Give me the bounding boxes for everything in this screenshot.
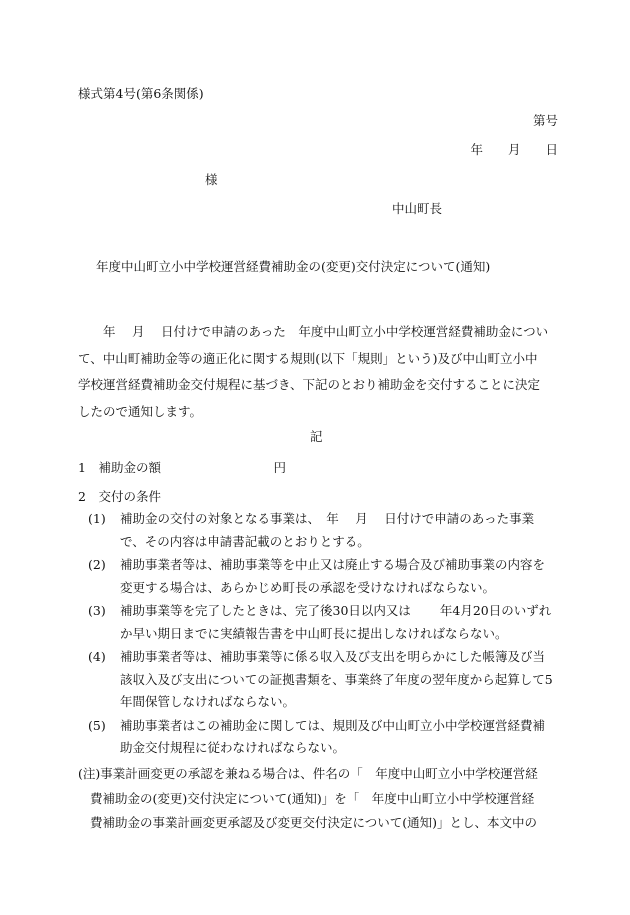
issuer-name: 中山町長 (392, 201, 443, 216)
ki-heading: 記 (310, 429, 323, 444)
condition-item (88, 646, 568, 714)
note-line: 費補助金の(変更)交付決定について(通知)」を「 年度中山町立小中学校運営経 (90, 790, 535, 806)
body-line: したので通知します。 (78, 403, 203, 419)
condition-line: 補助事業者等は、補助事業等に係る収入及び支出を明らかにした帳簿及び当 (120, 649, 546, 664)
condition-item (88, 715, 568, 760)
body-line: 学校運営経費補助金交付規程に基づき、下記のとおり補助金を交付することに決定 (78, 377, 541, 392)
condition-line: か早い期日までに実績報告書を中山町長に提出しなければならない。 (120, 625, 508, 641)
note-line: 費補助金の事業計画変更承認及び変更交付決定について(通知)」とし、本文中の (90, 815, 538, 830)
condition-line: 年間保管しなければならない。 (120, 694, 296, 709)
form-id: 様式第4号(第6条関係) (78, 86, 204, 101)
condition-text (120, 508, 568, 553)
condition-number: (2) (88, 557, 106, 572)
condition-item (88, 600, 568, 645)
note-line: (注)事業計画変更の承認を兼ねる場合は、件名の「 年度中山町立小中学校運営経 (78, 766, 538, 781)
conditions-list (88, 508, 568, 760)
subsidy-amount-item: 1 補助金の額 円 (78, 460, 286, 475)
note-block (78, 762, 568, 836)
condition-line: で、その内容は申請書記載のとおりとする。 (120, 533, 370, 549)
condition-text (120, 646, 568, 714)
condition-number: (5) (88, 717, 106, 733)
condition-line: 補助事業者等は、補助事業等を中止又は廃止する場合及び補助事業の内容を (120, 557, 546, 572)
conditions-heading: 2 交付の条件 (78, 489, 161, 504)
document-date: 年 月 日 (470, 142, 558, 157)
condition-number: (3) (88, 603, 106, 618)
body-line: 年 月 日付けで申請のあった 年度中山町立小中学校運営経費補助金につい (78, 324, 549, 339)
condition-line: 補助金の交付の対象となる事業は、 年 月 日付けで申請のあった事業 (120, 511, 535, 526)
body-paragraph (78, 319, 558, 425)
document-title: 年度中山町立小中学校運営経費補助金の(変更)交付決定について(通知) (96, 259, 491, 274)
document-number: 第号 (532, 113, 558, 128)
condition-line: 該収入及び支出についての証拠書類を、事業終了年度の翌年度から起算して5 (120, 671, 553, 687)
condition-number: (1) (88, 511, 106, 526)
addressee-suffix: 様 (205, 172, 218, 187)
condition-text (120, 715, 568, 760)
condition-number: (4) (88, 649, 106, 664)
body-line: て、中山町補助金等の適正化に関する規則(以下「規則」という)及び中山町立小中 (78, 350, 538, 366)
condition-line: 変更する場合は、あらかじめ町長の承認を受けなければならない。 (120, 579, 496, 595)
condition-text (120, 600, 568, 645)
condition-line: 補助事業者はこの補助金に関しては、規則及び中山町立小中学校運営経費補 (120, 717, 546, 733)
condition-line: 助金交付規程に従わなければならない。 (120, 740, 346, 755)
condition-item (88, 508, 568, 553)
condition-line: 補助事業等を完了したときは、完了後30日以内又は 年4月20日のいずれ (120, 603, 552, 618)
condition-item (88, 554, 568, 599)
condition-text (120, 554, 568, 599)
